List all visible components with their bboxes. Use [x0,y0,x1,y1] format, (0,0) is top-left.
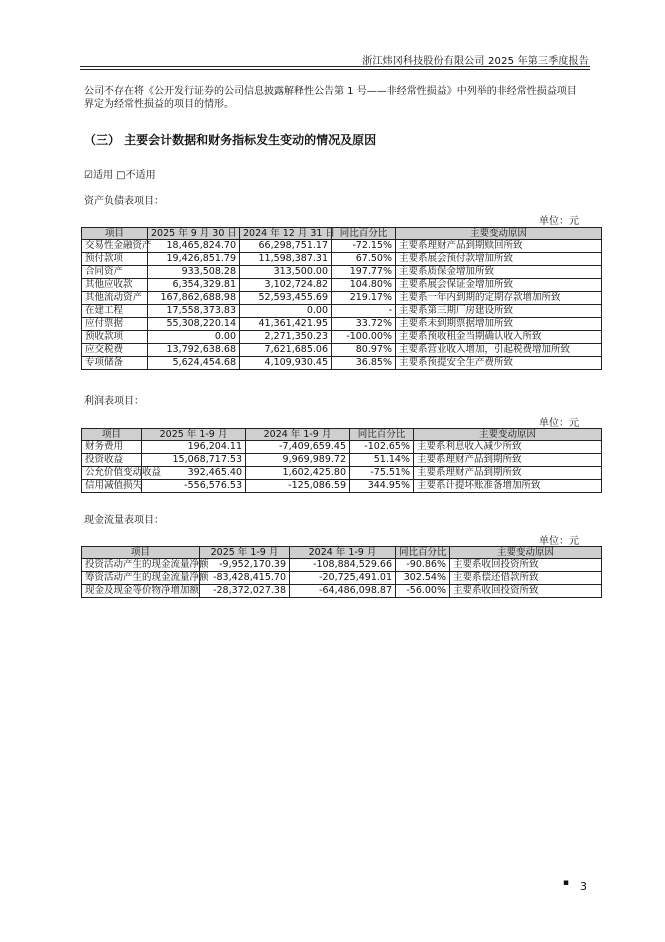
row-label-cell: 合同资产 [82,266,148,279]
row-label-cell: 筹资活动产生的现金流量净额 [82,572,200,585]
column-header: 项目 [82,228,148,240]
table-header-row [82,228,602,240]
row-label-cell: 其他流动资产 [82,292,148,305]
value-cell: 9,969,989.72 [246,454,350,467]
column-header: 同比百分比 [396,547,450,559]
value-cell: 41,361,421.95 [240,318,332,331]
value-cell: 67.50% [332,253,396,266]
row-label-cell: 其他应收款 [82,279,148,292]
table-row [82,467,602,480]
value-cell: -90.86% [396,559,450,572]
value-cell: 55,308,220.14 [148,318,240,331]
reason-cell: 主要系偿还借款所致 [450,572,602,585]
table-row [82,318,602,331]
value-cell: 80.97% [332,344,396,357]
value-cell: 933,508.28 [148,266,240,279]
column-header: 项目 [82,547,200,559]
table-header-row [82,547,602,559]
reason-cell: 主要系预提安全生产费所致 [396,357,602,370]
section-heading: （三） 主要会计数据和财务指标发生变动的情况及原因 [84,133,377,147]
table-row [82,253,602,266]
value-cell: 11,598,387.31 [240,253,332,266]
row-label-cell: 应交税费 [82,344,148,357]
table-row [82,305,602,318]
value-cell: 197.77% [332,266,396,279]
value-cell: 313,500.00 [240,266,332,279]
reason-cell: 主要系预收租金当期确认收入所致 [396,331,602,344]
table-row [82,585,602,598]
value-cell: 5,624,454.68 [148,357,240,370]
reason-cell: 主要系展会预付款增加所致 [396,253,602,266]
value-cell: 2,271,350.23 [240,331,332,344]
reason-cell: 主要系计提坏账准备增加所致 [414,480,602,493]
table-row [82,357,602,370]
value-cell: -108,884,529.66 [290,559,396,572]
value-cell: -20,725,491.01 [290,572,396,585]
row-label-cell: 应付票据 [82,318,148,331]
value-cell: 15,068,717.53 [142,454,246,467]
cash-flow-title: 现金流量表项目： [84,515,164,526]
reason-cell: 主要系未到期票据增加所致 [396,318,602,331]
cash-flow-table [81,546,602,598]
value-cell: 52,593,455.69 [240,292,332,305]
column-header: 2024 年 1-9 月 [246,429,350,441]
income-statement-unit: 单位：元 [539,418,579,429]
table-row [82,240,602,253]
value-cell: -83,428,415.70 [200,572,290,585]
value-cell: 302.54% [396,572,450,585]
table-row [82,454,602,467]
column-header: 2024 年 12 月 31 日 [240,228,332,240]
reason-cell: 主要系收回投资所致 [450,585,602,598]
value-cell: 13,792,638.68 [148,344,240,357]
row-label-cell: 预收款项 [82,331,148,344]
value-cell: 36.85% [332,357,396,370]
column-header: 主要变动原因 [396,228,602,240]
balance-sheet-table [81,227,602,370]
reason-cell: 主要系质保金增加所致 [396,266,602,279]
row-label-cell: 投资活动产生的现金流量净额 [82,559,200,572]
row-label-cell: 预付款项 [82,253,148,266]
table-row [82,279,602,292]
value-cell: -28,372,027.38 [200,585,290,598]
reason-cell: 主要系第三期厂房建设所致 [396,305,602,318]
reason-cell: 主要系营业收入增加，引起税费增加所致 [396,344,602,357]
value-cell: -7,409,659.45 [246,441,350,454]
row-label-cell: 信用减值损失 [82,480,142,493]
table-row [82,344,602,357]
value-cell: 0.00 [240,305,332,318]
value-cell: -75.51% [350,467,414,480]
value-cell: 344.95% [350,480,414,493]
row-label-cell: 交易性金融资产 [82,240,148,253]
column-header: 主要变动原因 [450,547,602,559]
column-header: 同比百分比 [332,228,396,240]
applicability-options [84,166,156,181]
value-cell: 19,426,851.79 [148,253,240,266]
table-row [82,441,602,454]
table-row [82,572,602,585]
applicable-label: 适用 [92,170,113,181]
table-row [82,292,602,305]
value-cell: 4,109,930.45 [240,357,332,370]
value-cell: 104.80% [332,279,396,292]
value-cell: 17,558,373.83 [148,305,240,318]
column-header: 项目 [82,429,142,441]
row-label-cell: 专项储备 [82,357,148,370]
value-cell: -56.00% [396,585,450,598]
value-cell: -72.15% [332,240,396,253]
reason-cell: 主要系展会保证金增加所致 [396,279,602,292]
table-row [82,559,602,572]
reason-cell: 主要系收回投资所致 [450,559,602,572]
report-header-title: 浙江炜冈科技股份有限公司 2025 年第三季度报告 [362,56,589,67]
reason-cell: 主要系一年内到期的定期存款增加所致 [396,292,602,305]
value-cell: 66,298,751.17 [240,240,332,253]
value-cell: 7,621,685.06 [240,344,332,357]
row-label-cell: 在建工程 [82,305,148,318]
column-header: 2025 年 1-9 月 [200,547,290,559]
page-number: 3 [580,880,587,893]
column-header: 2024 年 1-9 月 [290,547,396,559]
row-label-cell: 财务费用 [82,441,142,454]
income-statement-table [81,428,602,493]
value-cell: 3,102,724.82 [240,279,332,292]
not-applicable-label: 不适用 [125,170,156,181]
balance-sheet-title: 资产负债表项目： [84,196,164,207]
reason-cell: 主要系理财产品到期赎回所致 [396,240,602,253]
intro-paragraph: 公司不存在将《公开发行证券的公司信息披露解释性公告第 1 号——非经常性损益》中列举的非经常性损益项目界定为经常性损益的项目的情形。 [84,86,577,110]
value-cell: 196,204.11 [142,441,246,454]
value-cell: 219.17% [332,292,396,305]
column-header: 主要变动原因 [414,429,602,441]
value-cell: -100.00% [332,331,396,344]
value-cell: 33.72% [332,318,396,331]
table-row [82,480,602,493]
column-header: 同比百分比 [350,429,414,441]
table-body [82,240,602,370]
row-label-cell: 投资收益 [82,454,142,467]
value-cell: 1,602,425.80 [246,467,350,480]
table-header-row [82,429,602,441]
value-cell: -125,086.59 [246,480,350,493]
value-cell: 392,465.40 [142,467,246,480]
header-divider [80,66,590,70]
income-statement-title: 利润表项目： [84,396,144,407]
value-cell: -9,952,170.39 [200,559,290,572]
value-cell: -102.65% [350,441,414,454]
table-body [82,559,602,598]
not-applicable-checkbox-icon: □ [116,170,126,181]
value-cell: 167,862,688.98 [148,292,240,305]
value-cell: 51.14% [350,454,414,467]
column-header: 2025 年 9 月 30 日 [148,228,240,240]
balance-sheet-unit: 单位：元 [539,216,579,227]
value-cell: -556,576.53 [142,480,246,493]
reason-cell: 主要系利息收入减少所致 [414,441,602,454]
footer-mark: ▪ [562,878,569,888]
table-body [82,441,602,493]
row-label-cell: 现金及现金等价物净增加额 [82,585,200,598]
value-cell: 18,465,824.70 [148,240,240,253]
reason-cell: 主要系理财产品到期所致 [414,454,602,467]
row-label-cell: 公允价值变动收益 [82,467,142,480]
column-header: 2025 年 1-9 月 [142,429,246,441]
value-cell: - [332,305,396,318]
value-cell: -64,486,098.87 [290,585,396,598]
value-cell: 0.00 [148,331,240,344]
cash-flow-unit: 单位：元 [539,536,579,547]
value-cell: 6,354,329.81 [148,279,240,292]
table-row [82,266,602,279]
reason-cell: 主要系理财产品到期所致 [414,467,602,480]
table-row [82,331,602,344]
applicable-checkbox-icon: ☑ [84,170,93,181]
